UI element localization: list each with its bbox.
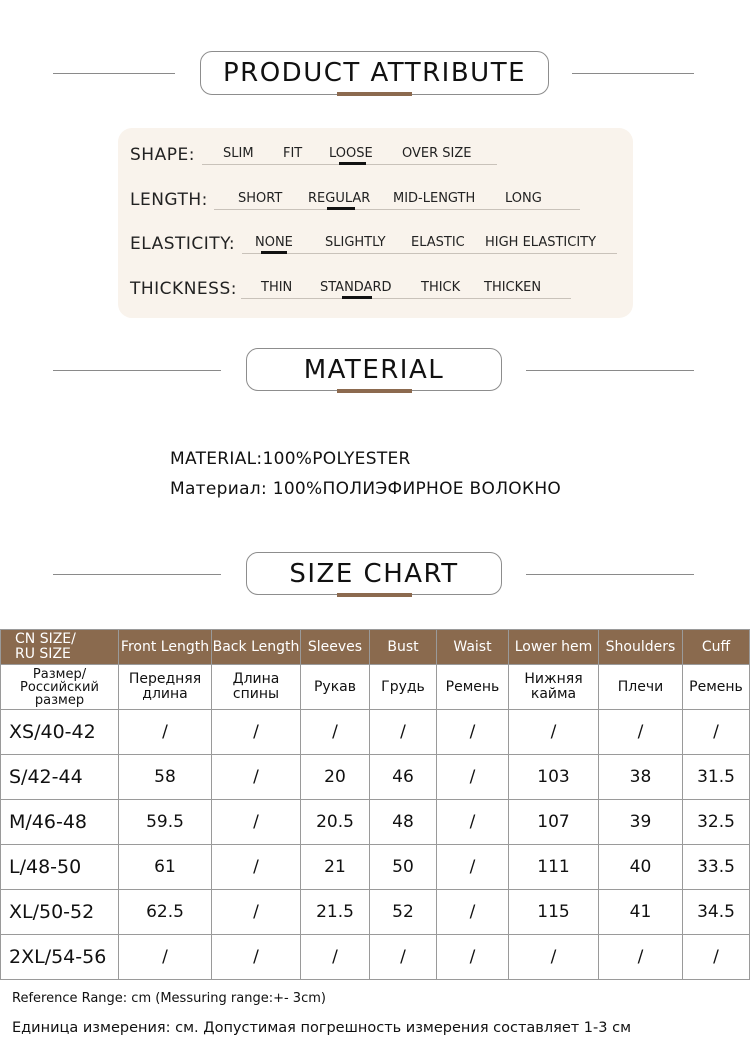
attribute-label: LENGTH: — [130, 190, 208, 210]
measurement-cell: 48 — [370, 800, 437, 845]
attribute-option-selected: NONE — [255, 235, 293, 250]
title-accent-bar — [337, 389, 412, 393]
size-chart-table — [0, 629, 750, 980]
column-header-ru: Грудь — [370, 665, 437, 710]
attribute-baseline — [242, 253, 617, 254]
measurement-cell: / — [212, 755, 301, 800]
column-header-ru: Размер/ Российский размер — [1, 665, 119, 710]
measurement-cell: / — [599, 710, 683, 755]
measurement-cell: / — [509, 710, 599, 755]
material-text-en: MATERIAL:100%POLYESTER — [170, 449, 411, 469]
size-chart-body — [1, 710, 750, 980]
attribute-baseline — [241, 298, 571, 299]
measurement-cell: / — [437, 710, 509, 755]
header-row-en — [1, 630, 750, 665]
attribute-label: THICKNESS: — [130, 279, 237, 299]
measurement-cell: 21 — [301, 845, 370, 890]
attribute-option: HIGH ELASTICITY — [485, 235, 597, 250]
measurement-cell: 33.5 — [683, 845, 750, 890]
attribute-option: THICKEN — [484, 280, 542, 295]
measurement-cell: / — [212, 890, 301, 935]
column-header-ru: Ремень — [437, 665, 509, 710]
measurement-cell: 34.5 — [683, 890, 750, 935]
measurement-cell: 50 — [370, 845, 437, 890]
measurement-cell: 111 — [509, 845, 599, 890]
column-header-ru: Длина спины — [212, 665, 301, 710]
measurement-cell: 52 — [370, 890, 437, 935]
measurement-cell: / — [212, 710, 301, 755]
column-header-en: Sleeves — [301, 630, 370, 665]
measurement-cell: / — [437, 755, 509, 800]
measurement-cell: 40 — [599, 845, 683, 890]
reference-range-text-ru: Единица измерения: см. Допустимая погрешность измерения составляет 1-3 см — [12, 1020, 632, 1036]
measurement-cell: / — [683, 710, 750, 755]
measurement-cell: 41 — [599, 890, 683, 935]
title-divider-left — [53, 574, 221, 575]
attribute-row-length — [118, 187, 633, 217]
measurement-cell: / — [683, 935, 750, 980]
attribute-option: SHORT — [238, 191, 283, 206]
column-header-en: Waist — [437, 630, 509, 665]
attribute-label: ELASTICITY: — [130, 234, 236, 254]
measurement-cell: 61 — [119, 845, 212, 890]
measurement-cell: / — [370, 935, 437, 980]
measurement-cell: 31.5 — [683, 755, 750, 800]
measurement-cell: 21.5 — [301, 890, 370, 935]
column-header-ru: Плечи — [599, 665, 683, 710]
size-chart-title: SIZE CHART — [246, 552, 502, 595]
measurement-cell: / — [119, 710, 212, 755]
column-header-en: Bust — [370, 630, 437, 665]
title-divider-right — [526, 574, 694, 575]
attribute-option: MID-LENGTH — [393, 191, 476, 206]
material-title: MATERIAL — [246, 348, 502, 391]
table-row — [1, 890, 750, 935]
selected-underline — [261, 251, 287, 254]
measurement-cell: / — [437, 845, 509, 890]
title-accent-bar — [337, 92, 412, 96]
measurement-cell: 20.5 — [301, 800, 370, 845]
title-accent-bar — [337, 593, 412, 597]
attribute-option-selected: STANDARD — [320, 280, 392, 295]
measurement-cell: / — [212, 800, 301, 845]
measurement-cell: / — [212, 935, 301, 980]
attribute-option: SLIM — [223, 146, 254, 161]
table-row — [1, 710, 750, 755]
size-cell: L/48-50 — [1, 845, 119, 890]
attribute-option: SLIGHTLY — [325, 235, 386, 250]
measurement-cell: 32.5 — [683, 800, 750, 845]
measurement-cell: / — [437, 800, 509, 845]
product-attribute-title: PRODUCT ATTRIBUTE — [200, 51, 549, 95]
column-header-ru: Ремень — [683, 665, 750, 710]
attribute-row-elasticity — [118, 231, 633, 261]
measurement-cell: 59.5 — [119, 800, 212, 845]
attribute-option: LONG — [505, 191, 542, 206]
size-cell: XL/50-52 — [1, 890, 119, 935]
measurement-cell: 107 — [509, 800, 599, 845]
attribute-panel — [118, 128, 633, 318]
attribute-option: THICK — [421, 280, 461, 295]
measurement-cell: / — [119, 935, 212, 980]
measurement-cell: / — [370, 710, 437, 755]
size-cell: S/42-44 — [1, 755, 119, 800]
attribute-row-shape — [118, 142, 633, 172]
column-header-ru: Рукав — [301, 665, 370, 710]
title-divider-right — [572, 73, 694, 74]
attribute-option: OVER SIZE — [402, 146, 472, 161]
column-header-en: Shoulders — [599, 630, 683, 665]
measurement-cell: 58 — [119, 755, 212, 800]
measurement-cell: 20 — [301, 755, 370, 800]
size-cell: M/46-48 — [1, 800, 119, 845]
measurement-cell: 115 — [509, 890, 599, 935]
material-text-ru: Материал: 100%ПОЛИЭФИРНОЕ ВОЛОКНО — [170, 479, 562, 499]
measurement-cell: / — [437, 890, 509, 935]
title-divider-left — [53, 370, 221, 371]
measurement-cell: / — [509, 935, 599, 980]
attribute-option: THIN — [261, 280, 293, 295]
measurement-cell: 62.5 — [119, 890, 212, 935]
measurement-cell: / — [212, 845, 301, 890]
attribute-option: FIT — [283, 146, 303, 161]
column-header-en: CN SIZE/ RU SIZE — [1, 630, 119, 665]
attribute-label: SHAPE: — [130, 145, 195, 165]
selected-underline — [339, 162, 366, 165]
attribute-option-selected: LOOSE — [329, 146, 373, 161]
size-cell: XS/40-42 — [1, 710, 119, 755]
table-row — [1, 845, 750, 890]
attribute-option-selected: REGULAR — [308, 191, 371, 206]
attribute-row-thickness — [118, 276, 633, 306]
measurement-cell: / — [437, 935, 509, 980]
column-header-en: Back Length — [212, 630, 301, 665]
measurement-cell: 39 — [599, 800, 683, 845]
measurement-cell: / — [599, 935, 683, 980]
column-header-en: Cuff — [683, 630, 750, 665]
table-row — [1, 800, 750, 845]
header-row-ru — [1, 665, 750, 710]
selected-underline — [342, 296, 372, 299]
column-header-ru: Передняя длина — [119, 665, 212, 710]
column-header-en: Front Length — [119, 630, 212, 665]
selected-underline — [327, 207, 355, 210]
measurement-cell: 46 — [370, 755, 437, 800]
measurement-cell: / — [301, 935, 370, 980]
title-divider-left — [53, 73, 175, 74]
attribute-baseline — [214, 209, 580, 210]
title-divider-right — [526, 370, 694, 371]
table-row — [1, 935, 750, 980]
measurement-cell: 103 — [509, 755, 599, 800]
attribute-option: ELASTIC — [411, 235, 465, 250]
column-header-en: Lower hem — [509, 630, 599, 665]
measurement-cell: / — [301, 710, 370, 755]
size-cell: 2XL/54-56 — [1, 935, 119, 980]
measurement-cell: 38 — [599, 755, 683, 800]
table-row — [1, 755, 750, 800]
column-header-ru: Нижняя кайма — [509, 665, 599, 710]
reference-range-text: Reference Range: cm (Messuring range:+- 3cm) — [12, 991, 326, 1006]
